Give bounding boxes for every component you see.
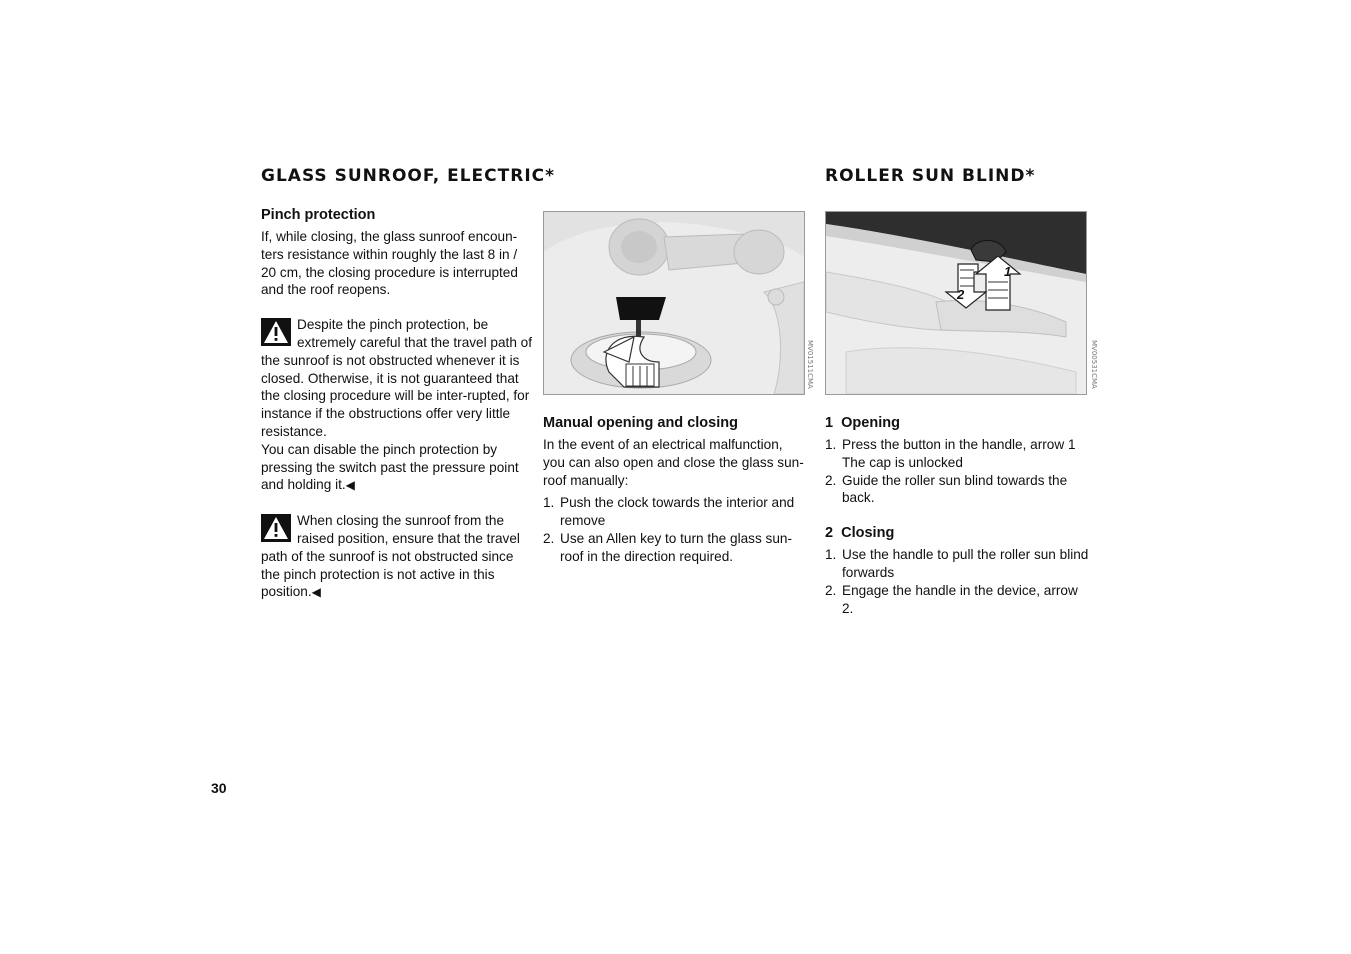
warning-triangle-icon <box>261 318 291 346</box>
list-item: 2. Engage the handle in the device, arrow 2. <box>825 582 1078 616</box>
opening-steps <box>825 436 1090 507</box>
warning-block-2 <box>261 512 534 602</box>
manual-title: Manual opening and closing <box>543 415 738 431</box>
list-item: 2. Use an Allen key to turn the glass sun-roof in the direction required. <box>543 530 792 564</box>
arrow-2-label: 2 <box>957 287 965 302</box>
list-item: 1. Press the button in the handle, arrow 1 The cap is unlocked <box>825 437 1076 470</box>
section-title-roller-sun-blind: ROLLER SUN BLIND* <box>825 166 1036 186</box>
list-item: 1. Use the handle to pull the roller sun blind forwards <box>825 547 1089 580</box>
pinch-protection-title: Pinch protection <box>261 207 376 223</box>
warning-1-text <box>261 316 534 441</box>
pinch-protection-body: If, while closing, the glass sunroof encoun-ters resistance within roughly the last 8 in / 20 cm, the closing procedure is interrupted and the roof reopens. <box>261 229 518 298</box>
roller-blind-illustration <box>826 212 1086 394</box>
list-item: 2. Guide the roller sun blind towards the back. <box>825 472 1068 506</box>
figure-roller-blind <box>825 211 1098 395</box>
manual-steps <box>543 494 808 565</box>
column-middle <box>543 415 808 566</box>
section-title-glass-sunroof: GLASS SUNROOF, ELECTRIC* <box>261 166 556 186</box>
sunroof-switch-illustration <box>544 212 804 394</box>
warning-triangle-icon <box>261 514 291 542</box>
figure-2-code: MV00531CMA <box>1090 340 1098 389</box>
warning-1-second-line <box>261 441 534 495</box>
closing-steps <box>825 546 1090 617</box>
figure-1-code: MV01511CMA <box>806 340 814 389</box>
opening-title: 1 Opening <box>825 415 900 431</box>
list-item: 1. Push the clock towards the interior and remove <box>543 495 795 529</box>
warning-2-text <box>261 512 534 602</box>
figure-sunroof-switch <box>543 211 814 395</box>
column-right <box>825 415 1090 617</box>
warning-2-body: When closing the sunroof from the raised position, ensure that the travel path of the sunroof is not obstructed since the pinch protection is not active in this position. <box>261 513 520 600</box>
closing-title: 2 Closing <box>825 525 895 542</box>
warning-block-1 <box>261 316 534 495</box>
column-left <box>261 207 534 602</box>
end-mark-icon: ◀ <box>311 585 321 600</box>
manual-intro: In the event of an electrical malfunction, you can also open and close the glass sun-roof manually: <box>543 437 804 488</box>
warning-1-first: Despite the pinch protection, be extremely careful that the travel path of the sunroof is not obstructed whenever it is closed. Otherwise, it is not guaranteed that the closing procedure will be inter-rupted, for instance if the obstructions offer very little resistance. <box>261 317 532 439</box>
page-number: 30 <box>211 780 227 796</box>
warning-1-second: You can disable the pinch protection by pressing the switch past the pressure point and holding it. <box>261 441 519 493</box>
arrow-1-label: 1 <box>1004 264 1012 279</box>
end-mark-icon: ◀ <box>345 478 355 493</box>
